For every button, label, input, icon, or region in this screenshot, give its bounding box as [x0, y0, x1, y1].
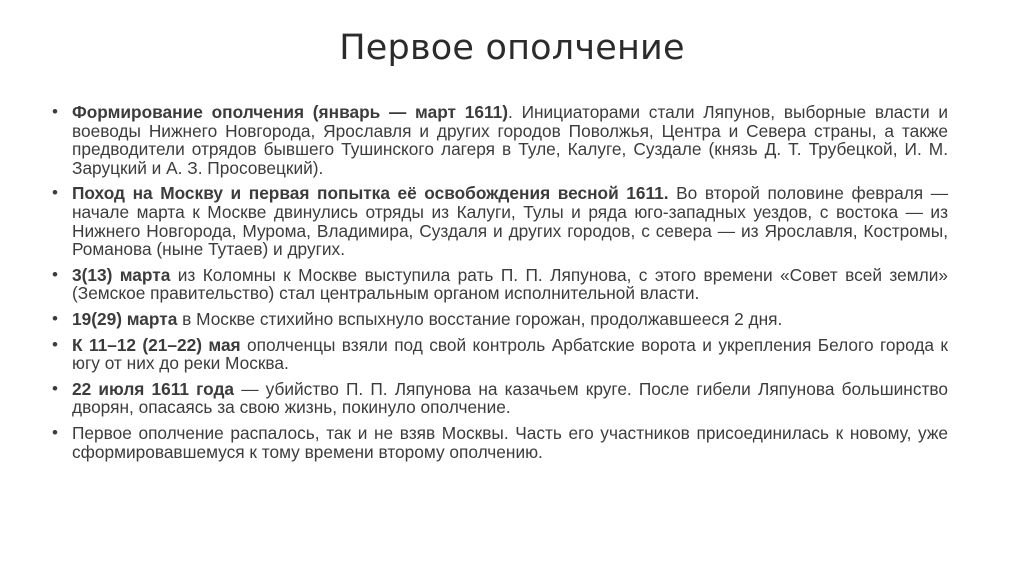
bullet-lead-text: 19(29) марта: [72, 308, 178, 329]
bullet-body-text: Первое ополчение распалось, так и не взяв Москвы. Часть его участников присоединилась к новому, уже сформировавшемуся к тому времени второму ополчению.: [72, 422, 948, 462]
slide-title: Первое ополчение: [339, 28, 685, 68]
bullet-body-text: — убийство П. П. Ляпунова на казачьем круге. После гибели Ляпунова большинство дворян, опасаясь за свою жизнь, покинуло ополчение.: [72, 378, 949, 418]
bullet-lead-text: 22 июля 1611 года: [72, 378, 235, 399]
bullet-dot-icon: •: [52, 422, 58, 442]
bullet-dot-icon: •: [52, 102, 58, 121]
bullet-lead-text: Формирование ополчения (январь — март 1611): [72, 102, 509, 122]
bullet-body-text: в Москве стихийно вспыхнуло восстание горожан, продолжавшееся 2 дня.: [177, 308, 783, 329]
bullet-lead-text: Поход на Москву и первая попытка её освобождения весной 1611.: [72, 183, 669, 204]
bullet-item: [52, 184, 948, 258]
bullet-item: [52, 103, 948, 177]
bullet-dot-icon: •: [52, 264, 58, 284]
bullet-dot-icon: •: [52, 183, 58, 203]
bullet-item: [52, 310, 948, 329]
bullet-item: [52, 380, 948, 417]
bullet-dot-icon: •: [52, 378, 58, 398]
bullet-item: [52, 424, 948, 461]
bullet-lead-text: 3(13) марта: [72, 264, 171, 285]
bullet-body-text: из Коломны к Москве выступила рать П. П. Ляпунова, с этого времени «Совет всей земли» (Земское правительство) стал центральным органом исполнительной власти.: [72, 264, 948, 304]
bullet-body-text: . Инициаторами стали Ляпунов, выборные власти и воеводы Нижнего Новгорода, Ярославля и других городов Поволжья, Центра и Севера страны, а также предводители отрядов бывшего Тушинского лагеря в Туле, Калуге, Суздале (князь Д. Т. Трубецкой, И. М. Заруцкий и А. З. Просовецкий).: [72, 102, 949, 178]
bullet-item: [52, 336, 948, 373]
bullet-body-text: Во второй половине февраля — начале марта к Москве двинулись отряды из Калуги, Тулы и ряда юго-западных уездов, с востока — из Нижнего Новгорода, Мурома, Владимира, Суздаля и других городов, с севера — из Ярославля, Костромы, Романова (ныне Тутаев) и других.: [72, 183, 948, 260]
bullet-body-text: ополченцы взяли под свой контроль Арбатские ворота и укрепления Белого города к югу от них до реки Москва.: [72, 334, 948, 374]
bullet-list: [52, 103, 948, 468]
bullet-lead-text: К 11–12 (21–22) мая: [72, 334, 241, 355]
bullet-item: [52, 266, 948, 303]
bullet-dot-icon: •: [52, 308, 58, 328]
bullet-dot-icon: •: [52, 334, 58, 354]
